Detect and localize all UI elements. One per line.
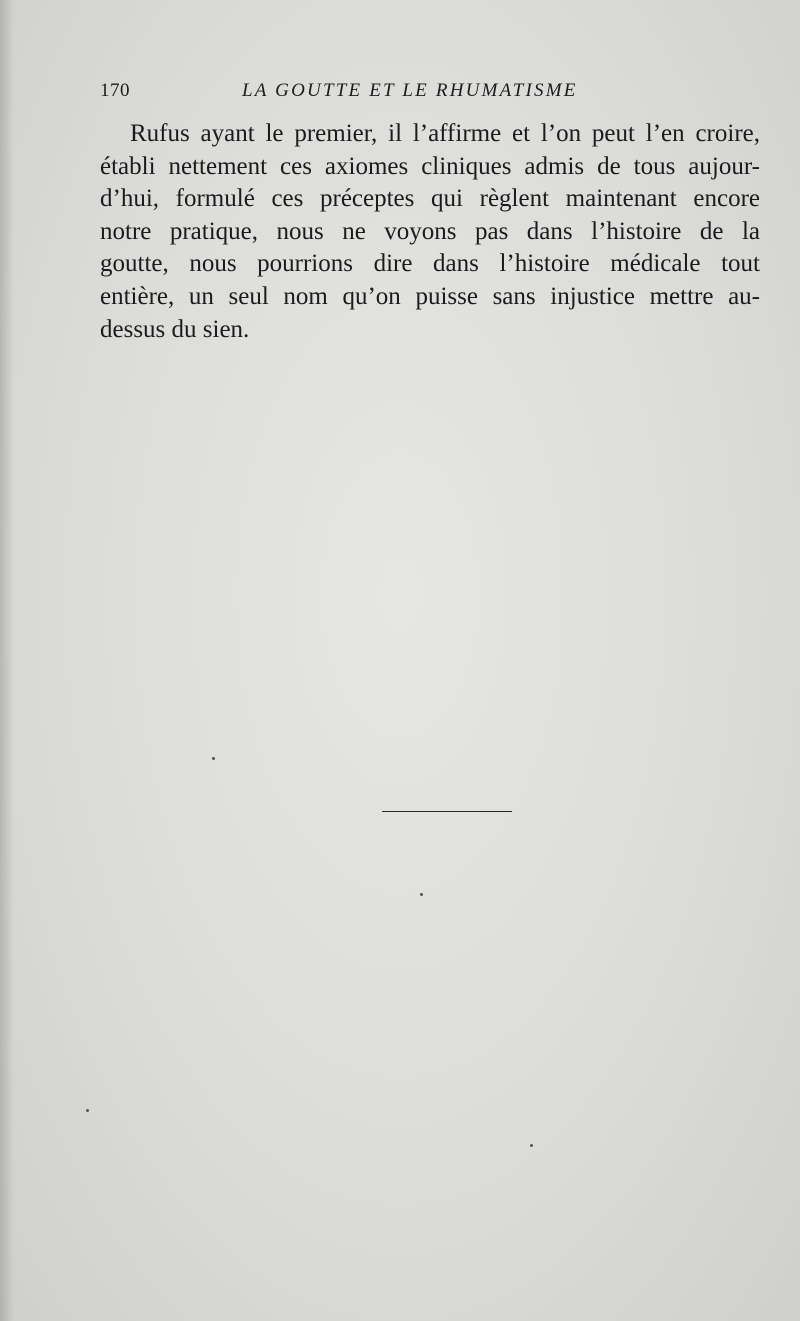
paper-speck [86,1109,89,1112]
paper-speck [212,757,215,760]
paper-speck [530,1144,533,1147]
running-title: LA GOUTTE ET LE RHUMATISME [242,80,578,101]
text-line: dessus du sien. [100,315,250,343]
body-paragraph [100,118,760,346]
text-line: notre pratique, nous ne voyons pas dans l’histoire de la [100,217,760,245]
section-end-rule [382,811,512,812]
text-line: Rufus ayant le premier, il l’affirme et l’on peut l’en croire, [130,120,760,147]
text-line: entière, un seul nom qu’on puisse sans injustice mettre au- [100,282,760,310]
paper-speck [420,893,423,896]
running-head [100,78,750,108]
text-line: d’hui, formulé ces préceptes qui règlent maintenant encore [100,185,760,213]
text-line: établi nettement ces axiomes cliniques admis de tous aujour- [100,152,760,180]
text-line: goutte, nous pourrions dire dans l’histoire médicale tout [100,250,760,278]
page-number: 170 [100,80,130,101]
